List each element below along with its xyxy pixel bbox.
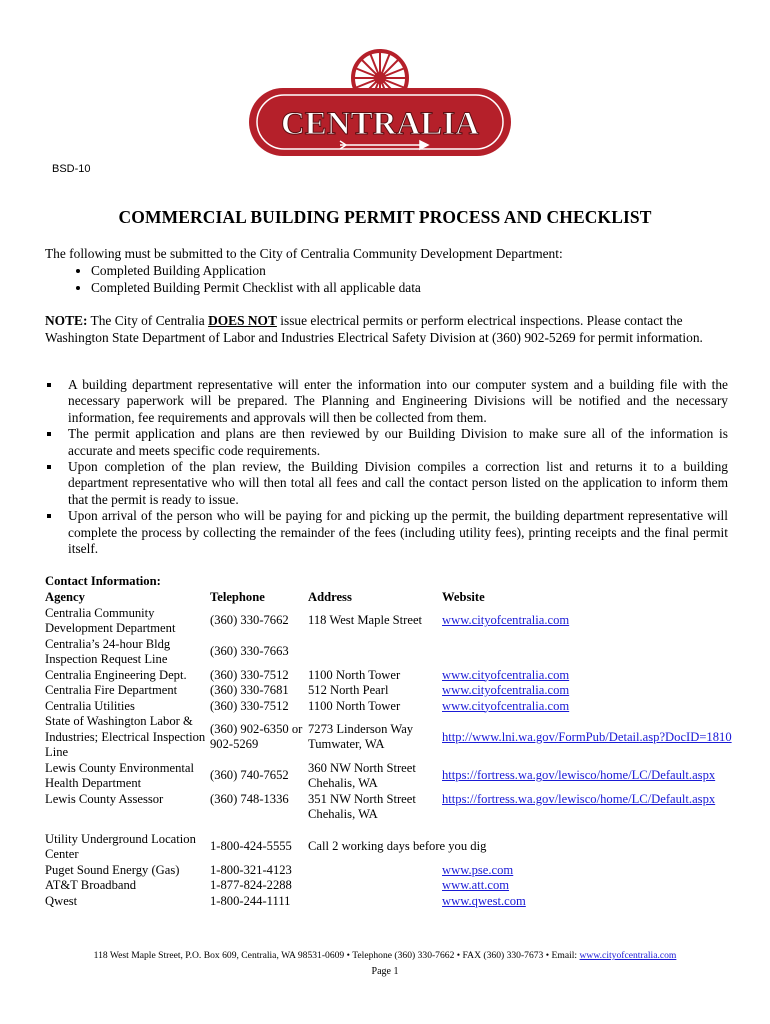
note-label: NOTE: <box>45 313 88 328</box>
submission-list <box>45 262 735 296</box>
website-link[interactable]: www.cityofcentralia.com <box>442 698 570 713</box>
contact-section <box>45 574 742 909</box>
cell-telephone: (360) 740-7652 <box>210 768 289 783</box>
table-row <box>45 863 742 879</box>
cell-telephone: (360) 330-7681 <box>210 683 289 697</box>
cell-address: Call 2 working days before you dig <box>308 839 487 854</box>
cell-telephone: (360) 330-7663 <box>210 644 289 659</box>
cell-agency: Puget Sound Energy (Gas) <box>45 862 180 877</box>
footer-email-link[interactable]: www.cityofcentralia.com <box>579 950 677 961</box>
cell-telephone: 1-800-321-4123 <box>210 862 292 877</box>
note-emphasis: DOES NOT <box>208 313 277 328</box>
header-agency: Agency <box>45 589 85 604</box>
cell-address: 1100 North Tower <box>308 667 401 682</box>
table-row <box>45 823 742 863</box>
cell-website <box>442 637 742 668</box>
table-row <box>45 792 742 823</box>
note-text-before: The City of Centralia <box>90 313 205 328</box>
table-row <box>45 878 742 894</box>
contact-heading: Contact Information: <box>45 574 161 588</box>
header-address: Address <box>308 589 352 604</box>
cell-agency: Centralia Community Development Department <box>45 605 176 635</box>
cell-telephone: (360) 748-1336 <box>210 791 289 806</box>
intro-section <box>45 245 735 296</box>
note-paragraph <box>45 313 725 346</box>
cell-agency: Qwest <box>45 893 78 908</box>
centralia-logo <box>245 40 515 168</box>
table-row <box>45 637 742 668</box>
process-step: Upon completion of the plan review, the Building Division compiles a correction list and returns it to a building department representative who will then total all fees and call the contact person listed on the application to inform them that the permit is ready to issue. <box>45 459 728 508</box>
logo-wordmark: CENTRALIA <box>280 106 480 142</box>
contact-table <box>45 590 742 910</box>
footer-address: 118 West Maple Street, P.O. Box 609, Centralia, WA 98531-0609 • Telephone (360) 330-7662 • FAX (360) 330-7673 • Email: <box>93 950 580 961</box>
website-link[interactable]: https://fortress.wa.gov/lewisco/home/LC/Default.aspx <box>442 768 716 783</box>
table-row <box>45 714 742 761</box>
table-row <box>45 683 742 699</box>
table-row <box>45 761 742 792</box>
website-link[interactable]: www.att.com <box>442 878 510 892</box>
cell-telephone: (360) 330-7512 <box>210 698 289 713</box>
website-link[interactable]: https://fortress.wa.gov/lewisco/home/LC/Default.aspx <box>442 791 716 806</box>
cell-agency: Centralia Utilities <box>45 698 135 713</box>
cell-agency: AT&T Broadband <box>45 878 137 892</box>
cell-address: 1100 North Tower <box>308 698 401 713</box>
list-item: • Completed Building Application <box>91 262 735 279</box>
page-title: COMMERCIAL BUILDING PERMIT PROCESS AND CHECKLIST <box>118 207 652 227</box>
list-item: • Completed Building Permit Checklist with all applicable data <box>91 279 735 296</box>
document-code: BSD-10 <box>52 163 91 175</box>
cell-agency: Utility Underground Location Center <box>45 831 196 861</box>
website-link[interactable]: http://www.lni.wa.gov/FormPub/Detail.asp?DocID=1810 <box>442 729 732 744</box>
cell-address <box>308 894 442 910</box>
table-row <box>45 699 742 715</box>
cell-agency: Centralia Fire Department <box>45 683 178 697</box>
cell-address <box>308 863 442 879</box>
intro-text: The following must be submitted to the City of Centralia Community Development Department: <box>45 246 563 261</box>
table-row <box>45 668 742 684</box>
cell-agency: Lewis County Assessor <box>45 791 164 806</box>
cell-address: 118 West Maple Street <box>308 613 423 628</box>
note-text-after: issue electrical permits or perform electrical inspections. Please contact the Washington State Department of Labor and Industries Electrical Safety Division at (360) 902-5269 for permit information. <box>45 313 703 345</box>
website-link[interactable]: www.cityofcentralia.com <box>442 683 570 697</box>
cell-address <box>308 637 442 668</box>
table-row <box>45 606 742 637</box>
cell-agency: Lewis County Environmental Health Department <box>45 760 195 790</box>
website-link[interactable]: www.qwest.com <box>442 893 526 908</box>
process-step: Upon arrival of the person who will be paying for and picking up the permit, the building department representative will complete the process by collecting the remainder of the fees (including utility fees), printing receipts and the final permit itself. <box>45 508 728 557</box>
cell-telephone: 1-800-424-5555 <box>210 839 292 854</box>
header-website: Website <box>442 589 485 604</box>
website-link[interactable]: www.cityofcentralia.com <box>442 667 570 682</box>
cell-agency: State of Washington Labor & Industries; Electrical Inspection Line <box>45 714 206 759</box>
cell-telephone: 1-877-824-2288 <box>210 878 292 892</box>
website-link[interactable]: www.pse.com <box>442 862 514 877</box>
cell-telephone: 1-800-244-1111 <box>210 893 291 908</box>
cell-telephone: (360) 330-7512 <box>210 667 289 682</box>
header-telephone: Telephone <box>210 589 265 604</box>
website-link[interactable]: www.cityofcentralia.com <box>442 613 570 628</box>
process-step: The permit application and plans are then reviewed by our Building Division to make sure all of the information is accurate and meets specific code requirements. <box>45 426 728 459</box>
process-step: A building department representative will enter the information into our computer system and a building file with the necessary paperwork will be prepared. The Planning and Engineering Divisions will be notified and the necessary information, fee requirements and approvals will then be collected from them. <box>45 377 728 426</box>
cell-address: 360 NW North Street Chehalis, WA <box>308 760 416 790</box>
table-row <box>45 894 742 910</box>
cell-agency: Centralia’s 24-hour Bldg Inspection Request Line <box>45 636 171 666</box>
footer <box>0 950 770 961</box>
table-header-row <box>45 590 742 606</box>
page-number: Page 1 <box>371 966 399 977</box>
cell-telephone: (360) 902-6350 or 902-5269 <box>210 721 303 752</box>
process-steps <box>45 377 728 557</box>
cell-agency: Centralia Engineering Dept. <box>45 667 187 682</box>
cell-address: 7273 Linderson Way Tumwater, WA <box>308 721 414 752</box>
cell-telephone: (360) 330-7662 <box>210 613 289 628</box>
cell-address: 512 North Pearl <box>308 683 389 697</box>
cell-address: 351 NW North Street Chehalis, WA <box>308 791 416 821</box>
cell-address <box>308 878 442 894</box>
